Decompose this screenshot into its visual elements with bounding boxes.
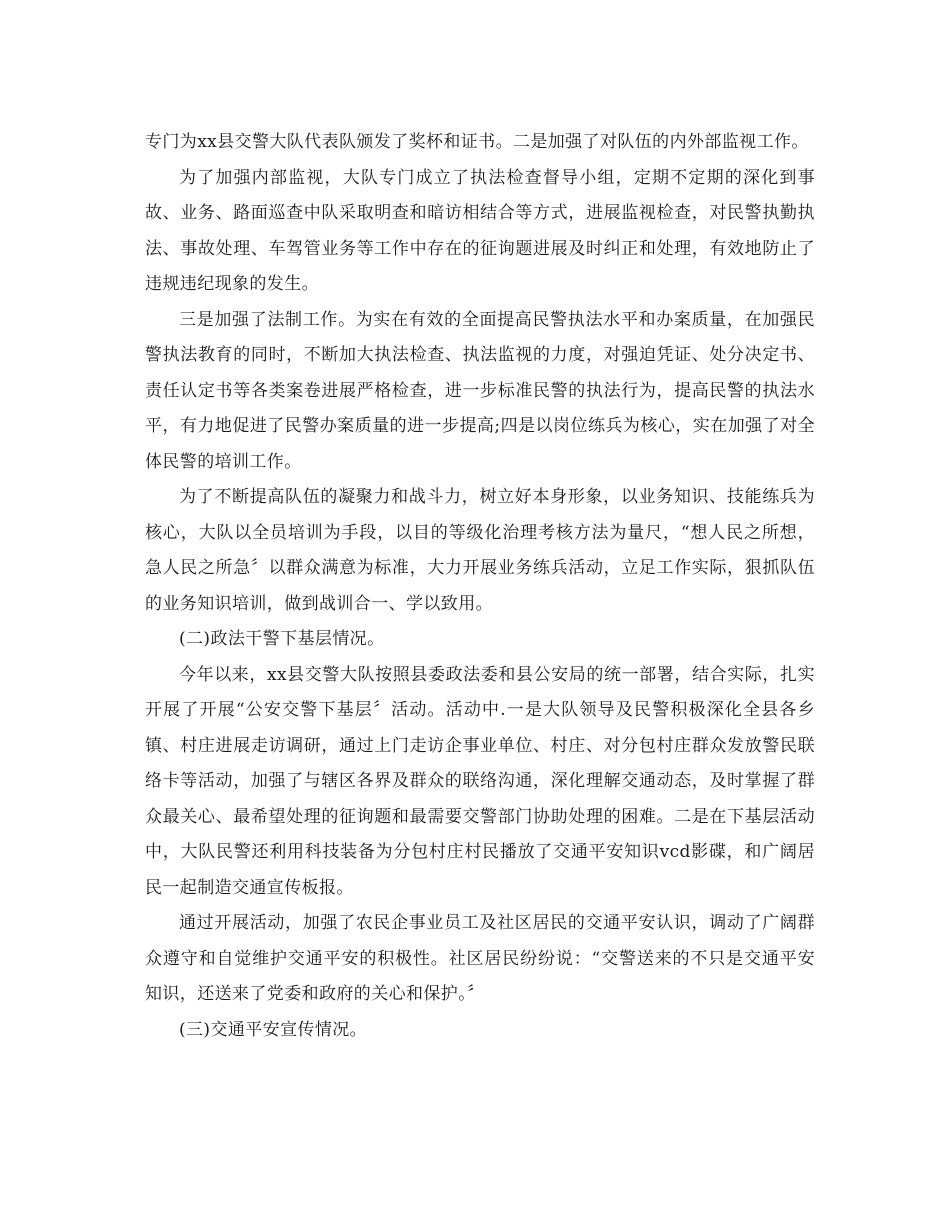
section-heading-3: (三)交通平安宣传情况。 <box>179 1019 368 1040</box>
paragraph-2: 为了加强内部监视，大队专门成立了执法检查督导小组，定期不定期的深化到事故、业务、路面巡查中队采取明查和暗访相结合等方式，进展监视检查，对民警执勤执法、事故处理、车驾管业务等工作中存在的征询题进展及时纠正和处理，有效地防止了违规违纪现象的发生。 <box>145 167 815 294</box>
paragraph-4: 为了不断提高队伍的凝聚力和战斗力，树立好本身形象，以业务知识、技能练兵为核心，大队以全员培训为手段，以目的等级化治理考核方法为量尺，“想人民之所想，急人民之所急〞以群众满意为标准，大力开展业务练兵活动，立足工作实际，狠抓队伍的业务知识培训，做到战训合一、学以致用。 <box>145 487 815 614</box>
document-body <box>145 125 815 1048</box>
paragraph-3: 三是加强了法制工作。为实在有效的全面提高民警执法水平和办案质量，在加强民警执法教育的同时，不断加大执法检查、执法监视的力度，对强迫凭证、处分决定书、责任认定书等各类案卷进展严格检查，进一步标准民警的执法行为，提高民警的执法水平，有力地促进了民警办案质量的进一步提高;四是以岗位练兵为核心，实在加强了对全体民警的培训工作。 <box>145 309 815 472</box>
paragraph-6: 通过开展活动，加强了农民企事业员工及社区居民的交通平安认识，调动了广阔群众遵守和自觉维护交通平安的积极性。社区居民纷纷说：“交警送来的不只是交通平安知识，还送来了党委和政府的关心和保护。〞 <box>145 913 815 1004</box>
paragraph-5: 今年以来，xx县交警大队按照县委政法委和县公安局的统一部署，结合实际，扎实开展了开展“公安交警下基层〞活动。活动中.一是大队领导及民警积极深化全县各乡镇、村庄进展走访调研，通过上门走访企事业单位、村庄、对分包村庄群众发放警民联络卡等活动，加强了与辖区各界及群众的联络沟通，深化理解交通动态，及时掌握了群众最关心、最希望处理的征询题和最需要交警部门协助处理的困难。二是在下基层活动中，大队民警还利用科技装备为分包村庄村民播放了交通平安知识vcd影碟，和广阔居民一起制造交通宣传板报。 <box>145 664 815 898</box>
section-heading-2: (二)政法干警下基层情况。 <box>179 629 385 649</box>
paragraph-1: 专门为xx县交警大队代表队颁发了奖杯和证书。二是加强了对队伍的内外部监视工作。 <box>145 132 809 152</box>
